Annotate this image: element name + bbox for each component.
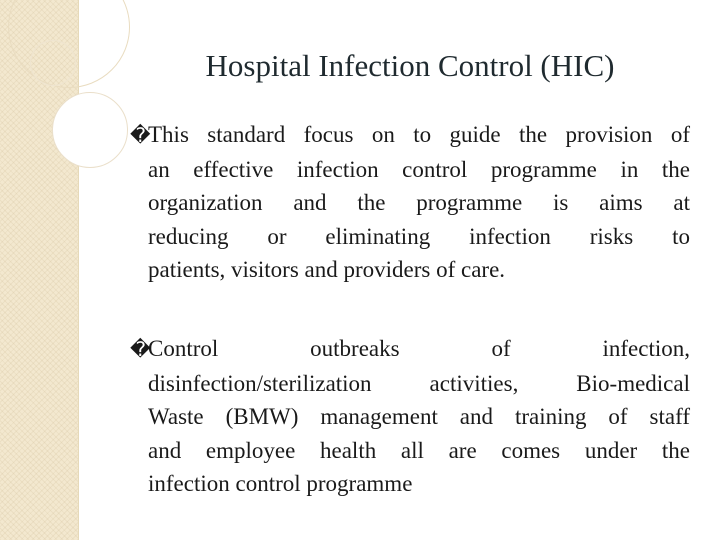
bullet-first-line <box>130 118 690 153</box>
bullet-item <box>130 332 690 501</box>
bullet-text-line: infection control programme <box>148 471 413 496</box>
bullet-text-line: organization and the programme is aims at <box>148 190 690 215</box>
bullet-icon: � <box>130 123 151 147</box>
bullet-text-line: patients, visitors and providers of care. <box>148 257 506 282</box>
bullet-first-line <box>130 332 690 367</box>
bullet-text-line: and employee health all are comes under the <box>148 437 690 463</box>
bullet-text-line: an effective infection control programme in the <box>148 156 690 182</box>
bullet-item <box>130 118 690 287</box>
bullet-text-line: disinfection/sterilization activities, Bio-medical <box>148 370 690 396</box>
bullet-text-line: reducing or eliminating infection risks to <box>148 223 690 249</box>
bullet-icon: � <box>130 337 151 361</box>
slide-title: Hospital Infection Control (HIC) <box>205 48 615 83</box>
decorative-circle-small <box>30 40 76 86</box>
bullet-text-line: Waste (BMW) management and training of staff <box>148 404 690 429</box>
bullet-text-line: Control outbreaks of infection, <box>148 336 690 361</box>
bullet-text-line: This standard focus on to guide the provision of <box>148 122 690 147</box>
decorative-circle-medium <box>52 92 128 168</box>
